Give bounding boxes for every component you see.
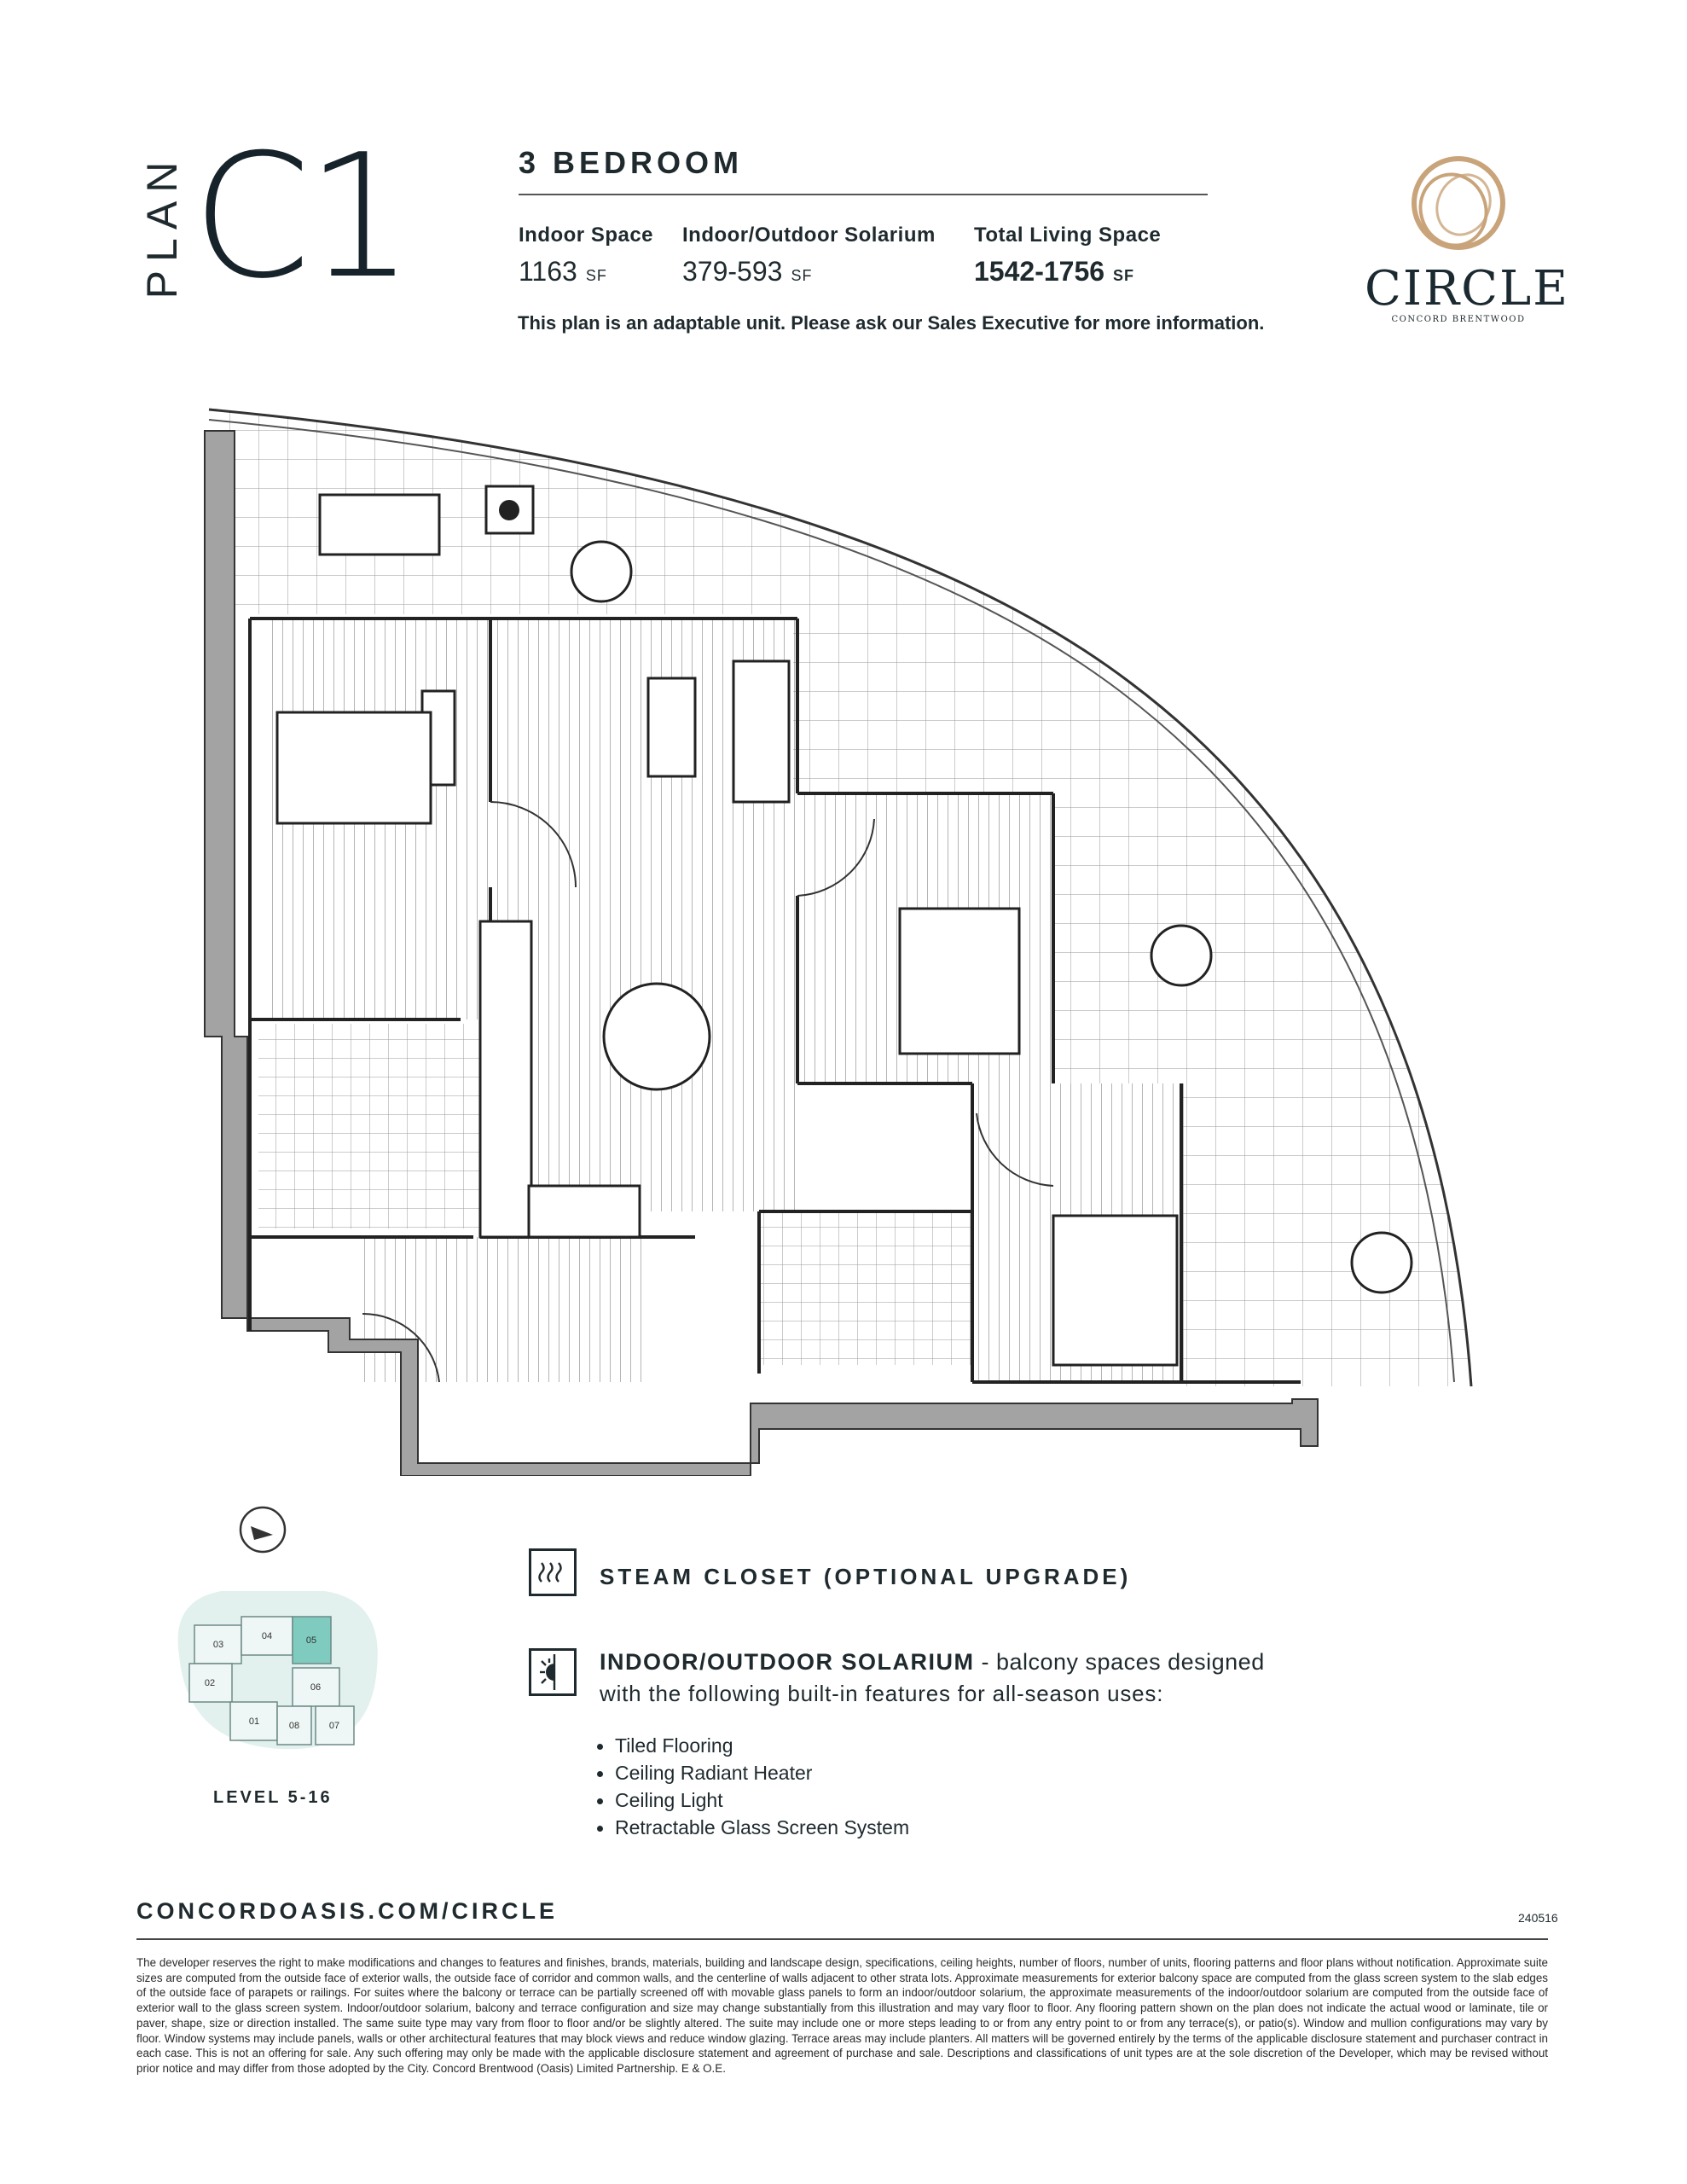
unit-05: 05: [305, 1635, 317, 1646]
steam-closet-icon: [529, 1548, 577, 1596]
floor-plan-drawing: [200, 401, 1497, 1476]
indoor-space-value: 1163 SF: [519, 256, 607, 287]
plan-label: PLAN: [138, 153, 186, 299]
feature-item: Ceiling Radiant Heater: [597, 1759, 909, 1786]
solarium-icon: [529, 1648, 577, 1696]
compass-icon: [241, 1507, 285, 1552]
feature-item: Ceiling Light: [597, 1786, 909, 1814]
adaptable-note: This plan is an adaptable unit. Please ask our Sales Executive for more information.: [518, 312, 1265, 334]
unit-04: 04: [261, 1631, 273, 1641]
indoor-space-label: Indoor Space: [519, 224, 654, 247]
unit-03: 03: [212, 1640, 224, 1650]
logo-wordmark: CIRCLE: [1365, 261, 1570, 317]
feature-item: Tiled Flooring: [597, 1732, 909, 1759]
total-space-label: Total Living Space: [974, 224, 1162, 247]
level-label: LEVEL 5-16: [213, 1788, 333, 1807]
solarium-description: with the following built-in features for all-season uses:: [600, 1681, 1164, 1706]
unit-08: 08: [288, 1721, 300, 1731]
footer-divider: [136, 1938, 1548, 1940]
solarium-space-value: 379-593 SF: [682, 256, 813, 287]
document-code: 240516: [1518, 1911, 1558, 1925]
unit-07: 07: [328, 1721, 340, 1731]
solarium-space-label: Indoor/Outdoor Solarium: [682, 224, 936, 247]
website-url[interactable]: CONCORDOASIS.COM/CIRCLE: [136, 1898, 559, 1924]
total-space-value: 1542-1756 SF: [974, 256, 1135, 287]
solarium-feature-list: [597, 1732, 909, 1841]
plan-code: C1: [192, 118, 409, 317]
solarium-heading: INDOOR/OUTDOOR SOLARIUM - balcony spaces designed: [600, 1649, 1265, 1675]
key-plan: [154, 1497, 384, 1779]
feature-item: Retractable Glass Screen System: [597, 1814, 909, 1841]
legal-disclaimer: The developer reserves the right to make modifications and changes to features and finishes, brands, materials, building and landscape design, specifications, ceiling heights, number of floors, number of units, flooring patterns and floor plans without notification. Approximate suite sizes are computed from the outside face of exterior walls, the outside face of corridor and common walls, and the centerline of walls adjacent to other strata lots. Approximate measurements for exterior balcony space are computed from the glass screen system to the slab edges of the outside face of parapets or railings. For suites where the balcony or terrace can be partially screened off with movable glass panels to form an indoor/outdoor solarium, the approximate measurements of the indoor/outdoor solarium are computed from the outside face of exterior wall to the glass screen system. Indoor/outdoor solarium, balcony and terrace configuration and size may change substantially from this illustration and may vary floor to floor. Any flooring pattern shown on the plan does not indicate the actual wood or laminate, tile or paver, shape, size or direction installed. The same suite type may vary from floor to floor and/or be slightly altered. The suite may include one or more steps leading to or from any entry point to or from any terrace(s), or patio(s). Window and mullion configurations may vary by floor. Window systems may include panels, walls or other architectural features that may block views and reduce window glazing. Terrace areas may include planters. All matters will be governed entirely by the terms of the applicable disclosure statement and purchaser contract in each case. This is not an offering for sale. Any such offering may only be made with the applicable disclosure statement and agreement of purchase and sale. Descriptions and classifications of unit types are at the sole discretion of the Developer, which may be revised without prior notice and may differ from those adopted by the City. Concord Brentwood (Oasis) Limited Partnership. E & O.E.: [136, 1956, 1548, 2075]
steam-closet-label: STEAM CLOSET (OPTIONAL UPGRADE): [600, 1564, 1132, 1589]
bedroom-title: 3 BEDROOM: [519, 145, 744, 180]
title-divider: [519, 194, 1208, 195]
unit-02: 02: [204, 1678, 216, 1688]
unit-06: 06: [310, 1682, 322, 1693]
logo-subline: CONCORD BRENTWOOD: [1391, 315, 1526, 324]
unit-01: 01: [248, 1716, 260, 1727]
